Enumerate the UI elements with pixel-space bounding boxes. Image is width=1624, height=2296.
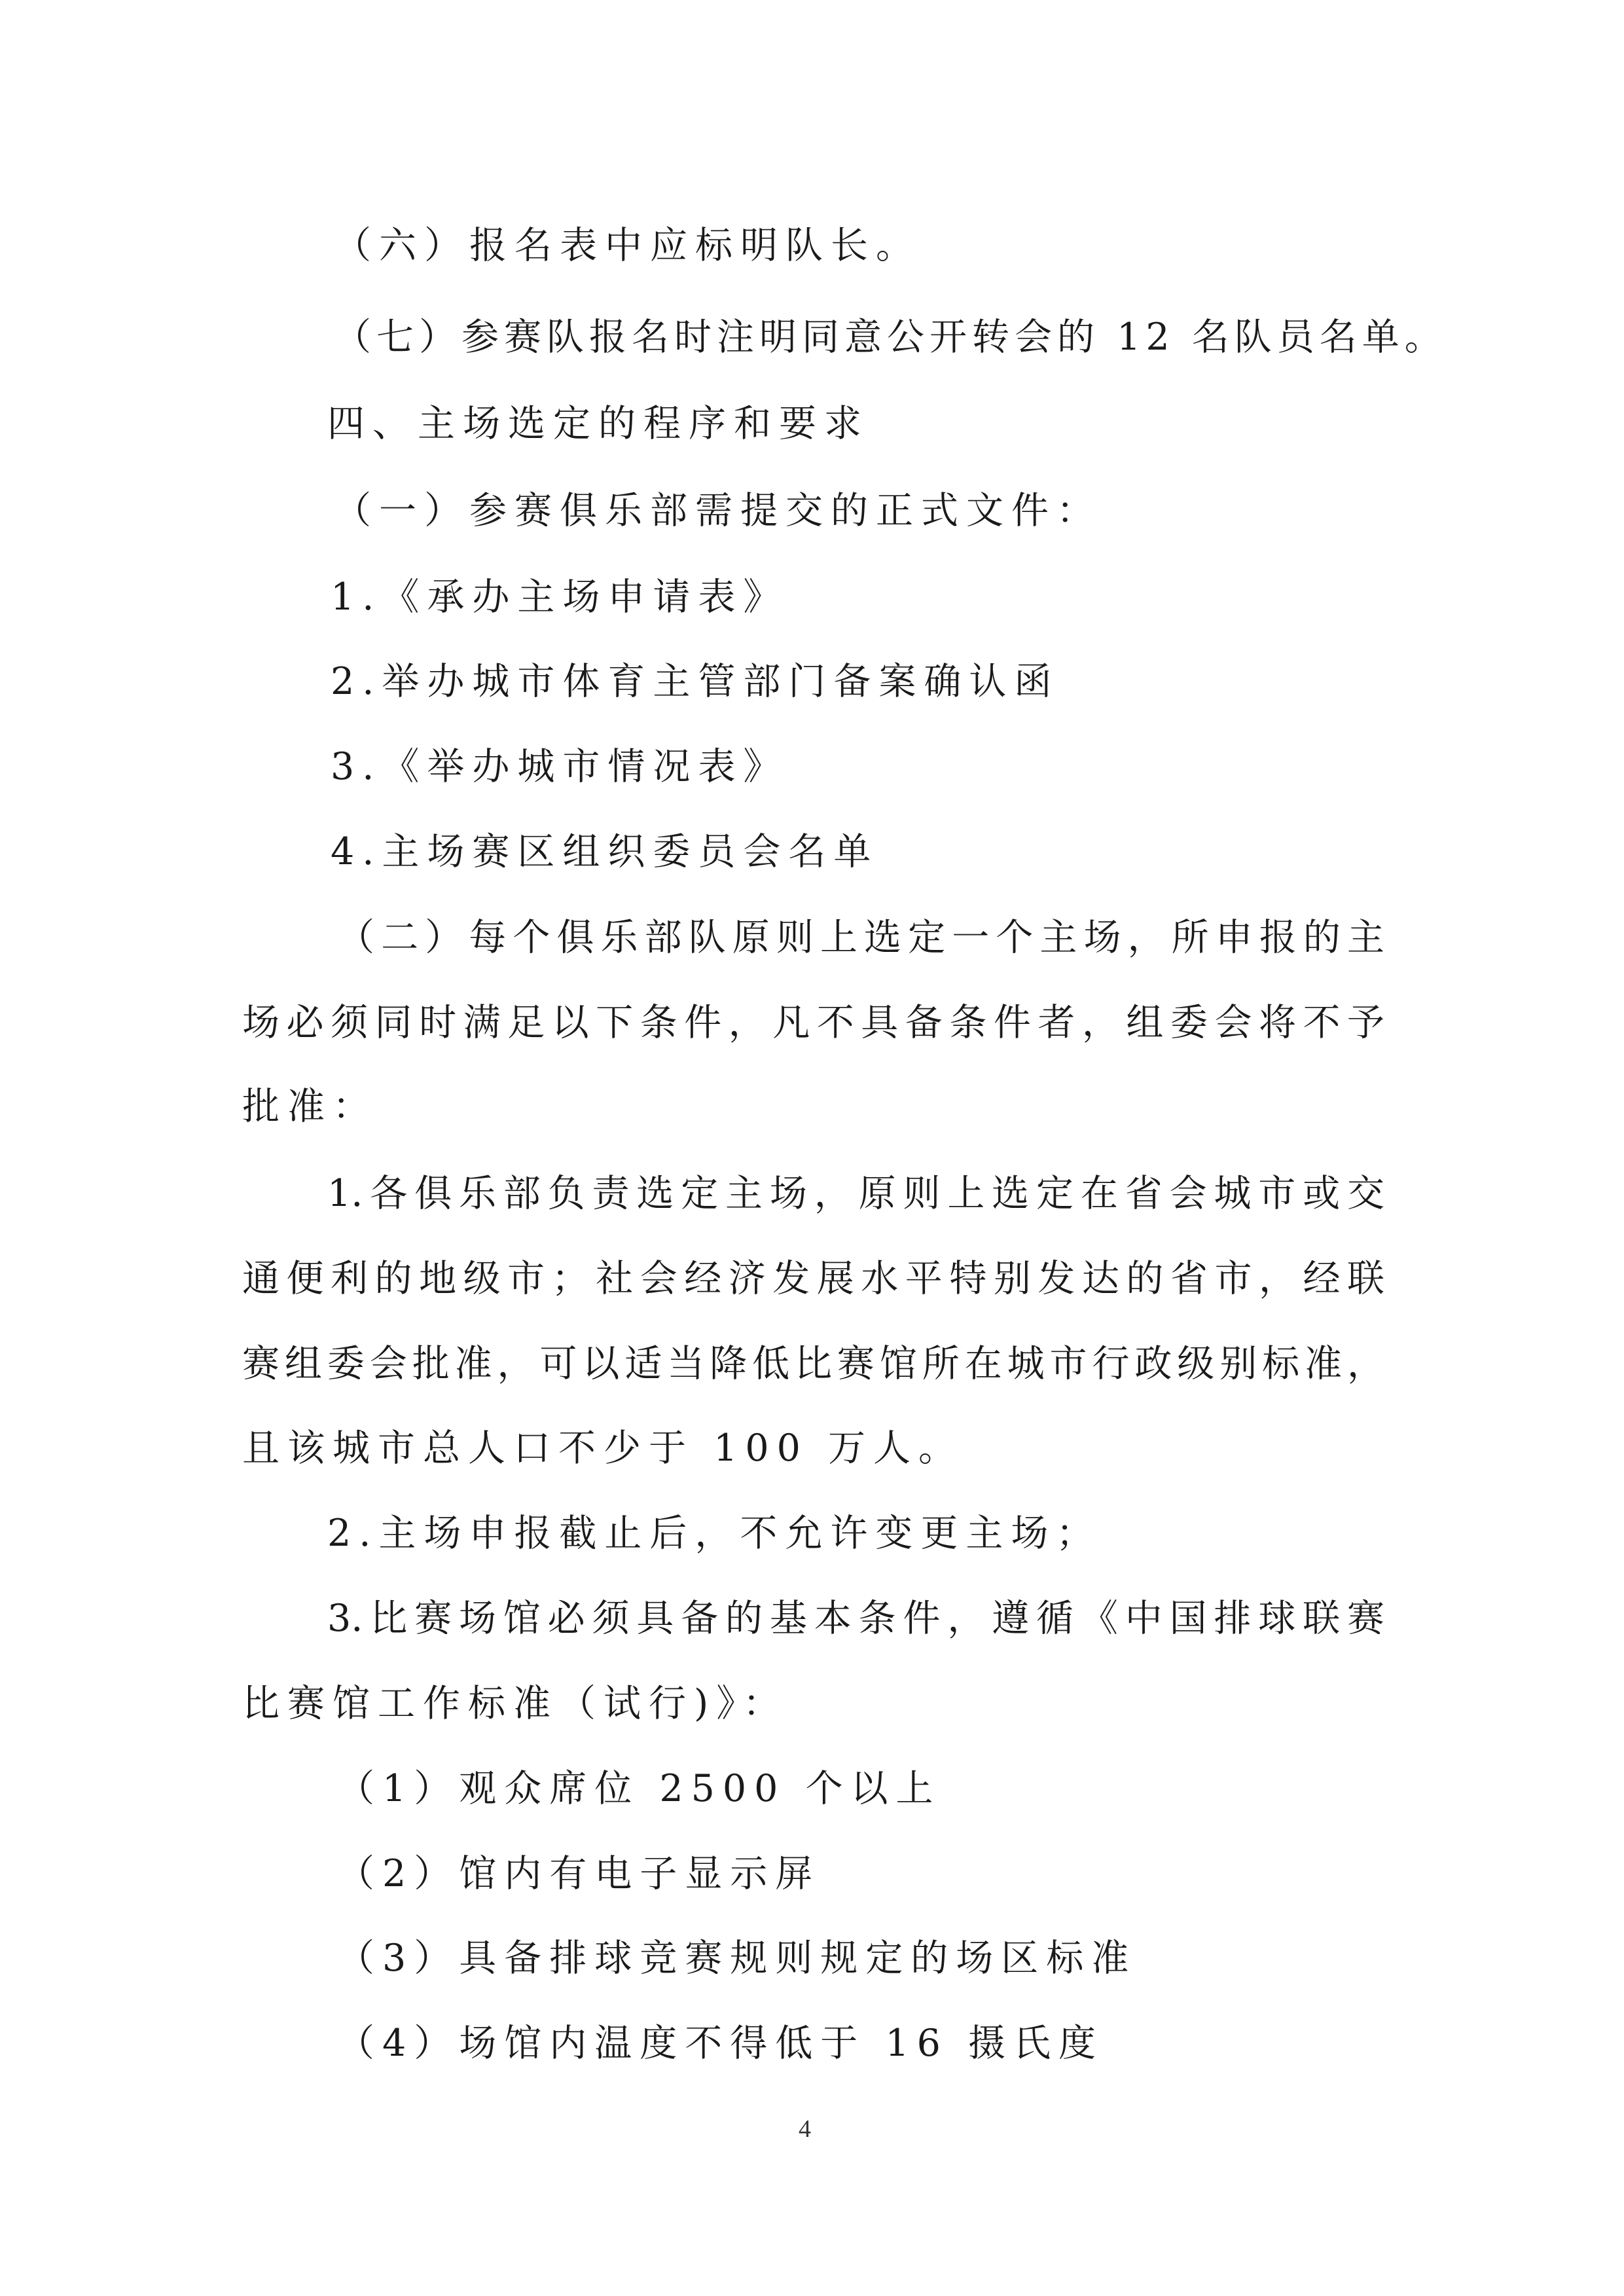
text-line: （七）参赛队报名时注明同意公开转会的 12 名队员名单。: [334, 316, 1447, 359]
text-line: （六）报名表中应标明队长。: [334, 224, 921, 267]
text-line: 场必须同时满足以下条件，凡不具备条件者，组委会将不予: [242, 1001, 1384, 1044]
list-item: 4.主场赛区组织委员会名单: [331, 830, 879, 873]
section-heading: 四、主场选定的程序和要求: [327, 402, 869, 445]
text-line: （二）每个俱乐部队原则上选定一个主场，所申报的主: [337, 916, 1384, 959]
list-item: 2.举办城市体育主管部门备案确认函: [331, 660, 1060, 703]
list-item: 1.《承办主场申请表》: [331, 575, 789, 619]
text-line: 通便利的地级市；社会经济发展水平特别发达的省市，经联: [242, 1257, 1384, 1300]
list-item: （1）观众席位 2500 个以上: [337, 1767, 941, 1810]
text-line: 比赛馆工作标准（试行)》：: [242, 1682, 788, 1725]
page-number: 4: [799, 2115, 811, 2143]
list-item: 2.主场申报截止后，不允许变更主场；: [327, 1512, 1102, 1555]
list-item: （4）场馆内温度不得低于 16 摄氏度: [337, 2022, 1104, 2065]
text-line: 且该城市总人口不少于 100 万人。: [242, 1427, 964, 1470]
list-item: （3）具备排球竞赛规则规定的场区标准: [337, 1937, 1137, 1980]
text-line: 赛组委会批准，可以适当降低比赛馆所在城市行政级别标准，: [242, 1342, 1384, 1385]
text-line: 批准：: [242, 1085, 378, 1128]
text-line: 1.各俱乐部负责选定主场，原则上选定在省会城市或交: [327, 1172, 1384, 1215]
list-item: 3.比赛场馆必须具备的基本条件，遵循《中国排球联赛: [327, 1597, 1384, 1640]
list-item: （2）馆内有电子显示屏: [337, 1852, 821, 1895]
text-line: （一）参赛俱乐部需提交的正式文件：: [334, 489, 1102, 532]
list-item: 3.《举办城市情况表》: [331, 745, 789, 788]
